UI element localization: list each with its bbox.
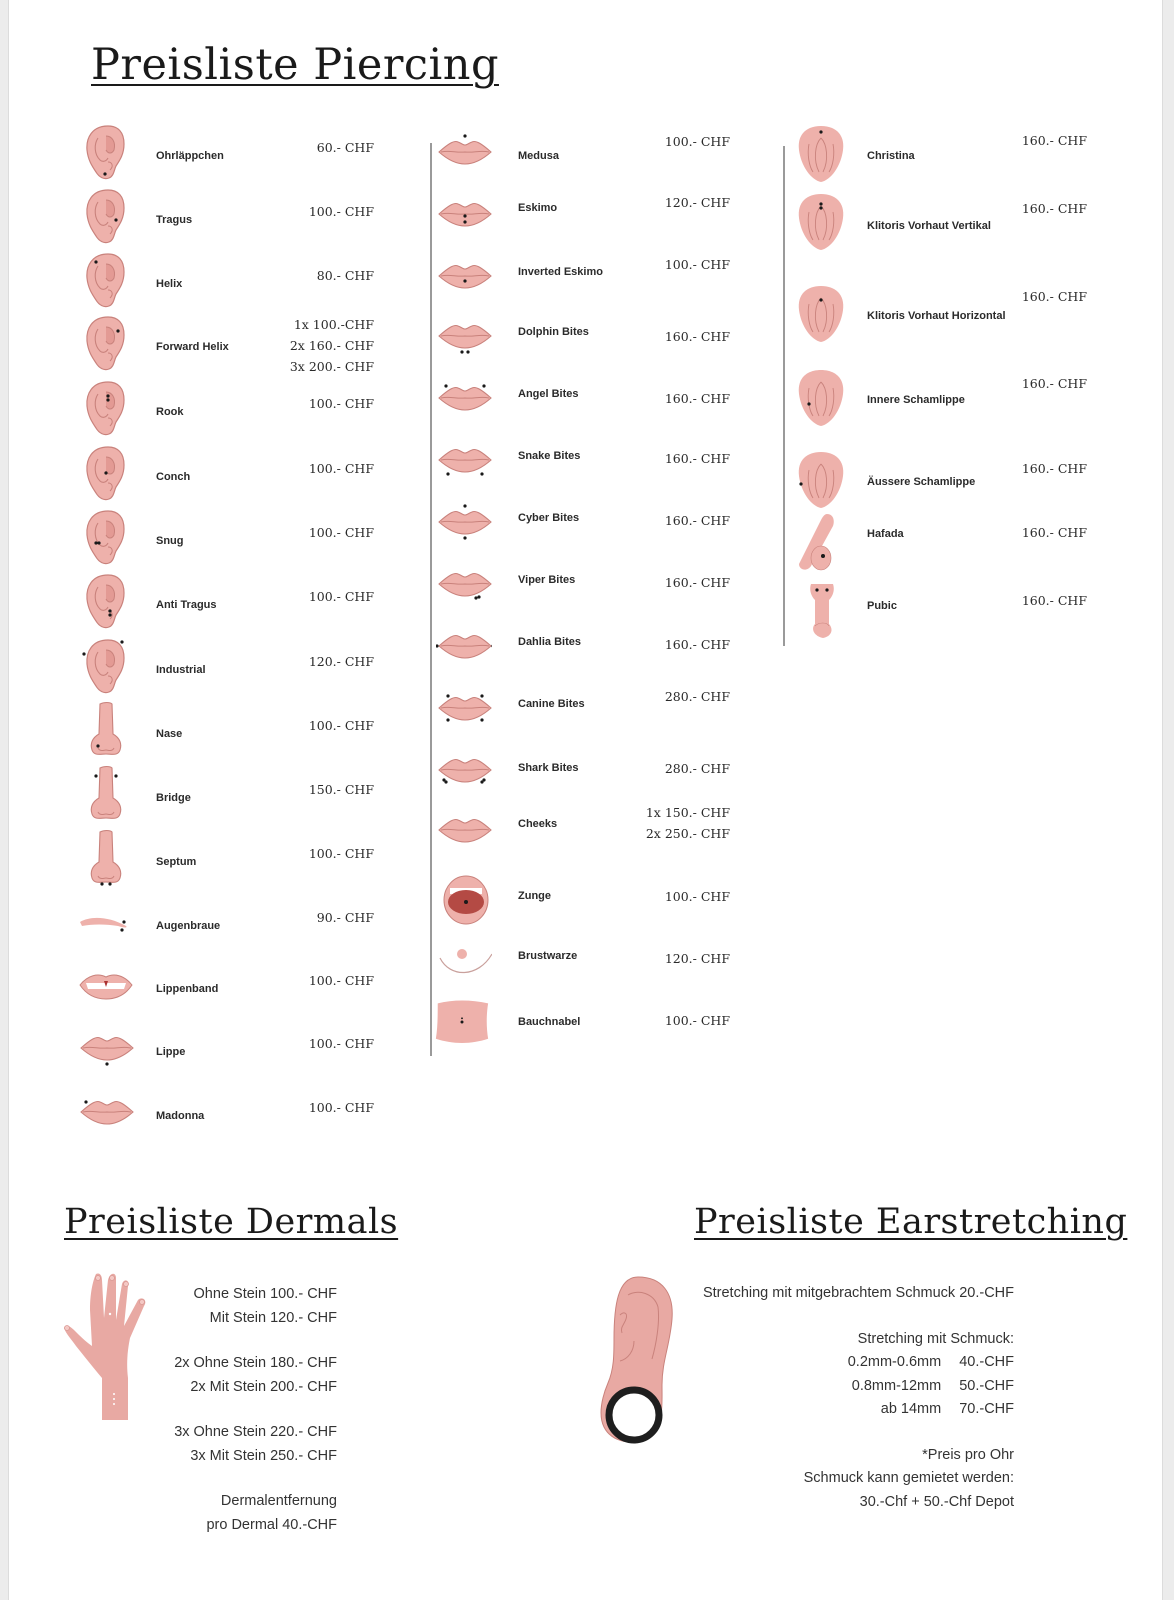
piercing-title: Preisliste Piercing bbox=[91, 40, 499, 90]
piercing-name: Helix bbox=[156, 278, 183, 290]
piercing-price bbox=[665, 1010, 730, 1031]
price-line: 2x 250.- CHF bbox=[645, 826, 730, 841]
nose-nostril-icon bbox=[78, 700, 134, 760]
piercing-price bbox=[665, 254, 730, 275]
ear-tragus-icon bbox=[78, 186, 134, 246]
piercing-name: Zunge bbox=[518, 890, 551, 902]
price-line: 100.- CHF bbox=[664, 1013, 730, 1028]
dermals-price-list bbox=[174, 1283, 337, 1537]
price-line: 160.- CHF bbox=[664, 451, 730, 466]
price-line: 60.- CHF bbox=[316, 140, 374, 155]
piercing-name: Angel Bites bbox=[518, 388, 579, 400]
piercing-name: Dahlia Bites bbox=[518, 636, 581, 648]
note: *Preis pro Ohr bbox=[922, 1446, 1014, 1463]
piercing-price bbox=[309, 651, 374, 672]
piercing-item bbox=[78, 378, 378, 438]
piercing-price bbox=[665, 510, 730, 531]
piercing-price bbox=[309, 970, 374, 991]
piercing-item bbox=[436, 554, 736, 614]
piercing-item bbox=[793, 448, 1093, 508]
navel-icon bbox=[434, 992, 490, 1052]
price-line: 120.- CHF bbox=[308, 654, 374, 669]
with-jewelry-label: Stretching mit Schmuck: bbox=[857, 1330, 1014, 1347]
piercing-item bbox=[78, 828, 378, 888]
piercing-price bbox=[317, 137, 374, 158]
price-line: 100.- CHF bbox=[664, 257, 730, 272]
ear-industrial-icon bbox=[78, 636, 134, 696]
page-edge-right bbox=[1162, 0, 1174, 1600]
genital-outer-labia-icon bbox=[793, 448, 849, 508]
price-line: 160.- CHF bbox=[1021, 593, 1087, 608]
piercing-item bbox=[436, 868, 736, 928]
dermal-price: Ohne Stein 100.- CHF bbox=[193, 1286, 337, 1302]
piercing-item bbox=[436, 740, 736, 800]
piercing-name: Innere Schamlippe bbox=[867, 394, 965, 406]
size-price: 40.-CHF bbox=[959, 1354, 1014, 1370]
piercing-name: Cheeks bbox=[518, 818, 558, 830]
piercing-item bbox=[78, 186, 378, 246]
piercing-item bbox=[78, 507, 378, 567]
nipple-icon bbox=[436, 930, 492, 990]
piercing-name: Lippenband bbox=[156, 983, 219, 995]
dermal-removal-label: Dermalentfernung bbox=[220, 1493, 337, 1509]
piercing-item bbox=[793, 122, 1093, 182]
lips-eskimo-icon bbox=[436, 184, 492, 244]
piercing-price bbox=[665, 886, 730, 907]
piercing-price bbox=[665, 448, 730, 469]
piercing-item bbox=[436, 122, 736, 182]
price-line: 100.- CHF bbox=[308, 718, 374, 733]
piercing-item bbox=[436, 800, 736, 860]
piercing-item bbox=[436, 930, 736, 990]
piercing-price bbox=[665, 388, 730, 409]
piercing-price bbox=[309, 586, 374, 607]
price-line: 160.- CHF bbox=[1021, 133, 1087, 148]
lips-canine-bites-icon bbox=[436, 678, 492, 738]
price-line: 100.- CHF bbox=[664, 134, 730, 149]
earstretching-price-list bbox=[703, 1282, 1014, 1514]
piercing-name: Madonna bbox=[156, 1110, 205, 1122]
price-line: 160.- CHF bbox=[1021, 525, 1087, 540]
price-line: 120.- CHF bbox=[664, 951, 730, 966]
piercing-item bbox=[436, 306, 736, 366]
piercing-name: Klitoris Vorhaut Vertikal bbox=[867, 220, 991, 232]
ear-snug-icon bbox=[78, 507, 134, 567]
lips-angel-bites-icon bbox=[436, 368, 492, 428]
piercing-price bbox=[309, 393, 374, 414]
ear-rook-icon bbox=[78, 378, 134, 438]
piercing-name: Viper Bites bbox=[518, 574, 576, 586]
piercing-price bbox=[1022, 198, 1087, 219]
ear-forward-helix-icon bbox=[78, 313, 134, 373]
piercing-name: Hafada bbox=[867, 528, 904, 540]
note: 30.-Chf + 50.-Chf Depot bbox=[859, 1493, 1014, 1510]
piercing-price bbox=[309, 715, 374, 736]
ear-lobe-icon bbox=[78, 122, 134, 182]
lips-dahlia-bites-icon bbox=[436, 616, 492, 676]
piercing-name: Canine Bites bbox=[518, 698, 585, 710]
price-line: 100.- CHF bbox=[308, 1036, 374, 1051]
piercing-item bbox=[78, 1082, 378, 1142]
ear-anti-tragus-icon bbox=[78, 571, 134, 631]
price-line: 100.- CHF bbox=[308, 1100, 374, 1115]
piercing-name: Äussere Schamlippe bbox=[867, 476, 976, 488]
dermal-removal-price: pro Dermal 40.-CHF bbox=[206, 1516, 337, 1533]
piercing-item bbox=[436, 184, 736, 244]
price-line: 280.- CHF bbox=[664, 761, 730, 776]
price-line: 90.- CHF bbox=[316, 910, 374, 925]
piercing-name: Christina bbox=[867, 150, 915, 162]
price-line: 160.- CHF bbox=[1021, 201, 1087, 216]
piercing-item bbox=[793, 580, 1093, 640]
price-line: 120.- CHF bbox=[664, 195, 730, 210]
size-row bbox=[703, 1375, 1014, 1399]
piercing-name: Medusa bbox=[518, 150, 559, 162]
lips-cheeks-icon bbox=[436, 800, 492, 860]
piercing-price bbox=[1022, 522, 1087, 543]
piercing-price bbox=[665, 131, 730, 152]
piercing-name: Dolphin Bites bbox=[518, 326, 589, 338]
price-line: 160.- CHF bbox=[1021, 289, 1087, 304]
piercing-price bbox=[665, 634, 730, 655]
piercing-price bbox=[1022, 458, 1087, 479]
genital-hafada-icon bbox=[793, 512, 849, 572]
page-edge-left bbox=[0, 0, 9, 1600]
price-line: 1x 100.-CHF bbox=[293, 317, 374, 332]
stretched-ear-icon bbox=[598, 1275, 678, 1445]
piercing-price bbox=[646, 802, 730, 844]
piercing-name: Bridge bbox=[156, 792, 191, 804]
piercing-name: Lippe bbox=[156, 1046, 186, 1058]
piercing-price bbox=[665, 572, 730, 593]
piercing-item bbox=[78, 1018, 378, 1078]
piercing-name: Ohrläppchen bbox=[156, 150, 224, 162]
piercing-item bbox=[436, 678, 736, 738]
piercing-name: Cyber Bites bbox=[518, 512, 580, 524]
lips-madonna-icon bbox=[78, 1082, 134, 1142]
piercing-item bbox=[436, 492, 736, 552]
price-line: 80.- CHF bbox=[316, 268, 374, 283]
dermal-price: 3x Ohne Stein 220.- CHF bbox=[174, 1424, 337, 1440]
price-line: 3x 200.- CHF bbox=[289, 359, 374, 374]
piercing-price bbox=[309, 1033, 374, 1054]
piercing-name: Industrial bbox=[156, 664, 206, 676]
piercing-item bbox=[78, 955, 378, 1015]
piercing-price bbox=[309, 522, 374, 543]
price-line: 100.- CHF bbox=[308, 461, 374, 476]
price-line: 100.- CHF bbox=[664, 889, 730, 904]
piercing-price bbox=[1022, 130, 1087, 151]
piercing-item bbox=[78, 571, 378, 631]
piercing-item bbox=[78, 764, 378, 824]
lips-viper-bites-icon bbox=[436, 554, 492, 614]
size-range: ab 14mm bbox=[880, 1401, 942, 1417]
piercing-item bbox=[793, 282, 1093, 342]
piercing-price bbox=[665, 326, 730, 347]
piercing-price bbox=[1022, 590, 1087, 611]
piercing-name: Tragus bbox=[156, 214, 193, 226]
price-line: 160.- CHF bbox=[664, 513, 730, 528]
genital-hch-icon bbox=[793, 282, 849, 342]
nose-bridge-icon bbox=[78, 764, 134, 824]
size-price: 50.-CHF bbox=[959, 1377, 1014, 1394]
nose-septum-icon bbox=[78, 828, 134, 888]
price-line: 160.- CHF bbox=[664, 391, 730, 406]
genital-pubic-icon bbox=[793, 580, 849, 640]
hand-icon bbox=[62, 1270, 162, 1420]
piercing-price bbox=[665, 192, 730, 213]
piercing-item bbox=[78, 122, 378, 182]
piercing-name: Klitoris Vorhaut Horizontal bbox=[867, 310, 1006, 322]
genital-christina-icon bbox=[793, 122, 849, 182]
lips-inverted-eskimo-icon bbox=[436, 246, 492, 306]
piercing-price bbox=[317, 907, 374, 928]
own-jewelry-price: Stretching mit mitgebrachtem Schmuck 20.-CHF bbox=[702, 1285, 1014, 1301]
piercing-item bbox=[793, 190, 1093, 250]
price-line: 160.- CHF bbox=[1021, 461, 1087, 476]
piercing-name: Rook bbox=[156, 406, 184, 418]
piercing-name: Septum bbox=[156, 856, 197, 868]
tongue-icon bbox=[436, 868, 492, 928]
piercing-name: Shark Bites bbox=[518, 762, 579, 774]
lips-cyber-bites-icon bbox=[436, 492, 492, 552]
piercing-name: Augenbraue bbox=[156, 920, 221, 932]
piercing-name: Anti Tragus bbox=[156, 599, 217, 611]
piercing-item bbox=[78, 443, 378, 503]
piercing-name: Bauchnabel bbox=[518, 1016, 581, 1028]
lips-lower-icon bbox=[78, 1018, 134, 1078]
dermal-price: 3x Mit Stein 250.- CHF bbox=[190, 1447, 337, 1464]
size-row bbox=[703, 1351, 1014, 1375]
price-line: 100.- CHF bbox=[308, 396, 374, 411]
teeth-lip-frenulum-icon bbox=[78, 955, 134, 1015]
size-range: 0.8mm-12mm bbox=[851, 1377, 942, 1394]
piercing-price bbox=[309, 1097, 374, 1118]
piercing-name: Snake Bites bbox=[518, 450, 581, 462]
size-range: 0.2mm-0.6mm bbox=[847, 1354, 942, 1370]
piercing-price bbox=[665, 758, 730, 779]
piercing-item bbox=[793, 366, 1093, 426]
piercing-item bbox=[436, 368, 736, 428]
piercing-name: Snug bbox=[156, 535, 184, 547]
piercing-price bbox=[665, 948, 730, 969]
price-line: 100.- CHF bbox=[308, 204, 374, 219]
lips-medusa-icon bbox=[436, 122, 492, 182]
price-line: 280.- CHF bbox=[664, 689, 730, 704]
piercing-price bbox=[290, 314, 374, 377]
piercing-name: Nase bbox=[156, 728, 183, 740]
piercing-item bbox=[78, 700, 378, 760]
piercing-price bbox=[309, 201, 374, 222]
piercing-name: Eskimo bbox=[518, 202, 558, 214]
size-row bbox=[703, 1398, 1014, 1422]
size-price: 70.-CHF bbox=[959, 1401, 1014, 1417]
price-line: 160.- CHF bbox=[1021, 376, 1087, 391]
piercing-name: Pubic bbox=[867, 600, 897, 612]
price-line: 100.- CHF bbox=[308, 973, 374, 988]
lips-snake-bites-icon bbox=[436, 430, 492, 490]
piercing-name: Conch bbox=[156, 471, 191, 483]
piercing-name: Forward Helix bbox=[156, 341, 229, 353]
piercing-price bbox=[1022, 286, 1087, 307]
piercing-item bbox=[436, 992, 736, 1052]
piercing-name: Inverted Eskimo bbox=[518, 266, 603, 278]
lips-dolphin-bites-icon bbox=[436, 306, 492, 366]
dermal-price: 2x Mit Stein 200.- CHF bbox=[190, 1378, 337, 1395]
price-line: 1x 150.- CHF bbox=[645, 805, 730, 820]
piercing-price bbox=[665, 686, 730, 707]
column-divider-1 bbox=[430, 143, 432, 1056]
piercing-item bbox=[78, 636, 378, 696]
ear-helix-icon bbox=[78, 250, 134, 310]
piercing-price bbox=[317, 265, 374, 286]
dermal-price: 2x Ohne Stein 180.- CHF bbox=[174, 1355, 337, 1371]
price-line: 100.- CHF bbox=[308, 846, 374, 861]
genital-inner-labia-icon bbox=[793, 366, 849, 426]
column-divider-2 bbox=[783, 146, 785, 646]
piercing-item bbox=[436, 616, 736, 676]
piercing-item bbox=[436, 246, 736, 306]
piercing-item bbox=[436, 430, 736, 490]
piercing-name: Brustwarze bbox=[518, 950, 578, 962]
price-line: 100.- CHF bbox=[308, 589, 374, 604]
piercing-price bbox=[309, 843, 374, 864]
piercing-item bbox=[78, 892, 378, 952]
eyebrow-icon bbox=[78, 892, 134, 952]
price-line: 100.- CHF bbox=[308, 525, 374, 540]
piercing-price bbox=[309, 458, 374, 479]
price-line: 160.- CHF bbox=[664, 637, 730, 652]
piercing-price bbox=[309, 779, 374, 800]
note: Schmuck kann gemietet werden: bbox=[803, 1470, 1014, 1486]
earstretching-title: Preisliste Earstretching bbox=[694, 1202, 1128, 1242]
dermals-title: Preisliste Dermals bbox=[64, 1202, 399, 1242]
piercing-item bbox=[78, 313, 378, 373]
piercing-price bbox=[1022, 373, 1087, 394]
piercing-item bbox=[793, 512, 1093, 572]
dermal-price: Mit Stein 120.- CHF bbox=[209, 1309, 337, 1326]
price-line: 150.- CHF bbox=[308, 782, 374, 797]
price-line: 160.- CHF bbox=[664, 329, 730, 344]
genital-vch-icon bbox=[793, 190, 849, 250]
lips-shark-bites-icon bbox=[436, 740, 492, 800]
piercing-item bbox=[78, 250, 378, 310]
price-line: 160.- CHF bbox=[664, 575, 730, 590]
price-line: 2x 160.- CHF bbox=[289, 338, 374, 353]
ear-conch-icon bbox=[78, 443, 134, 503]
